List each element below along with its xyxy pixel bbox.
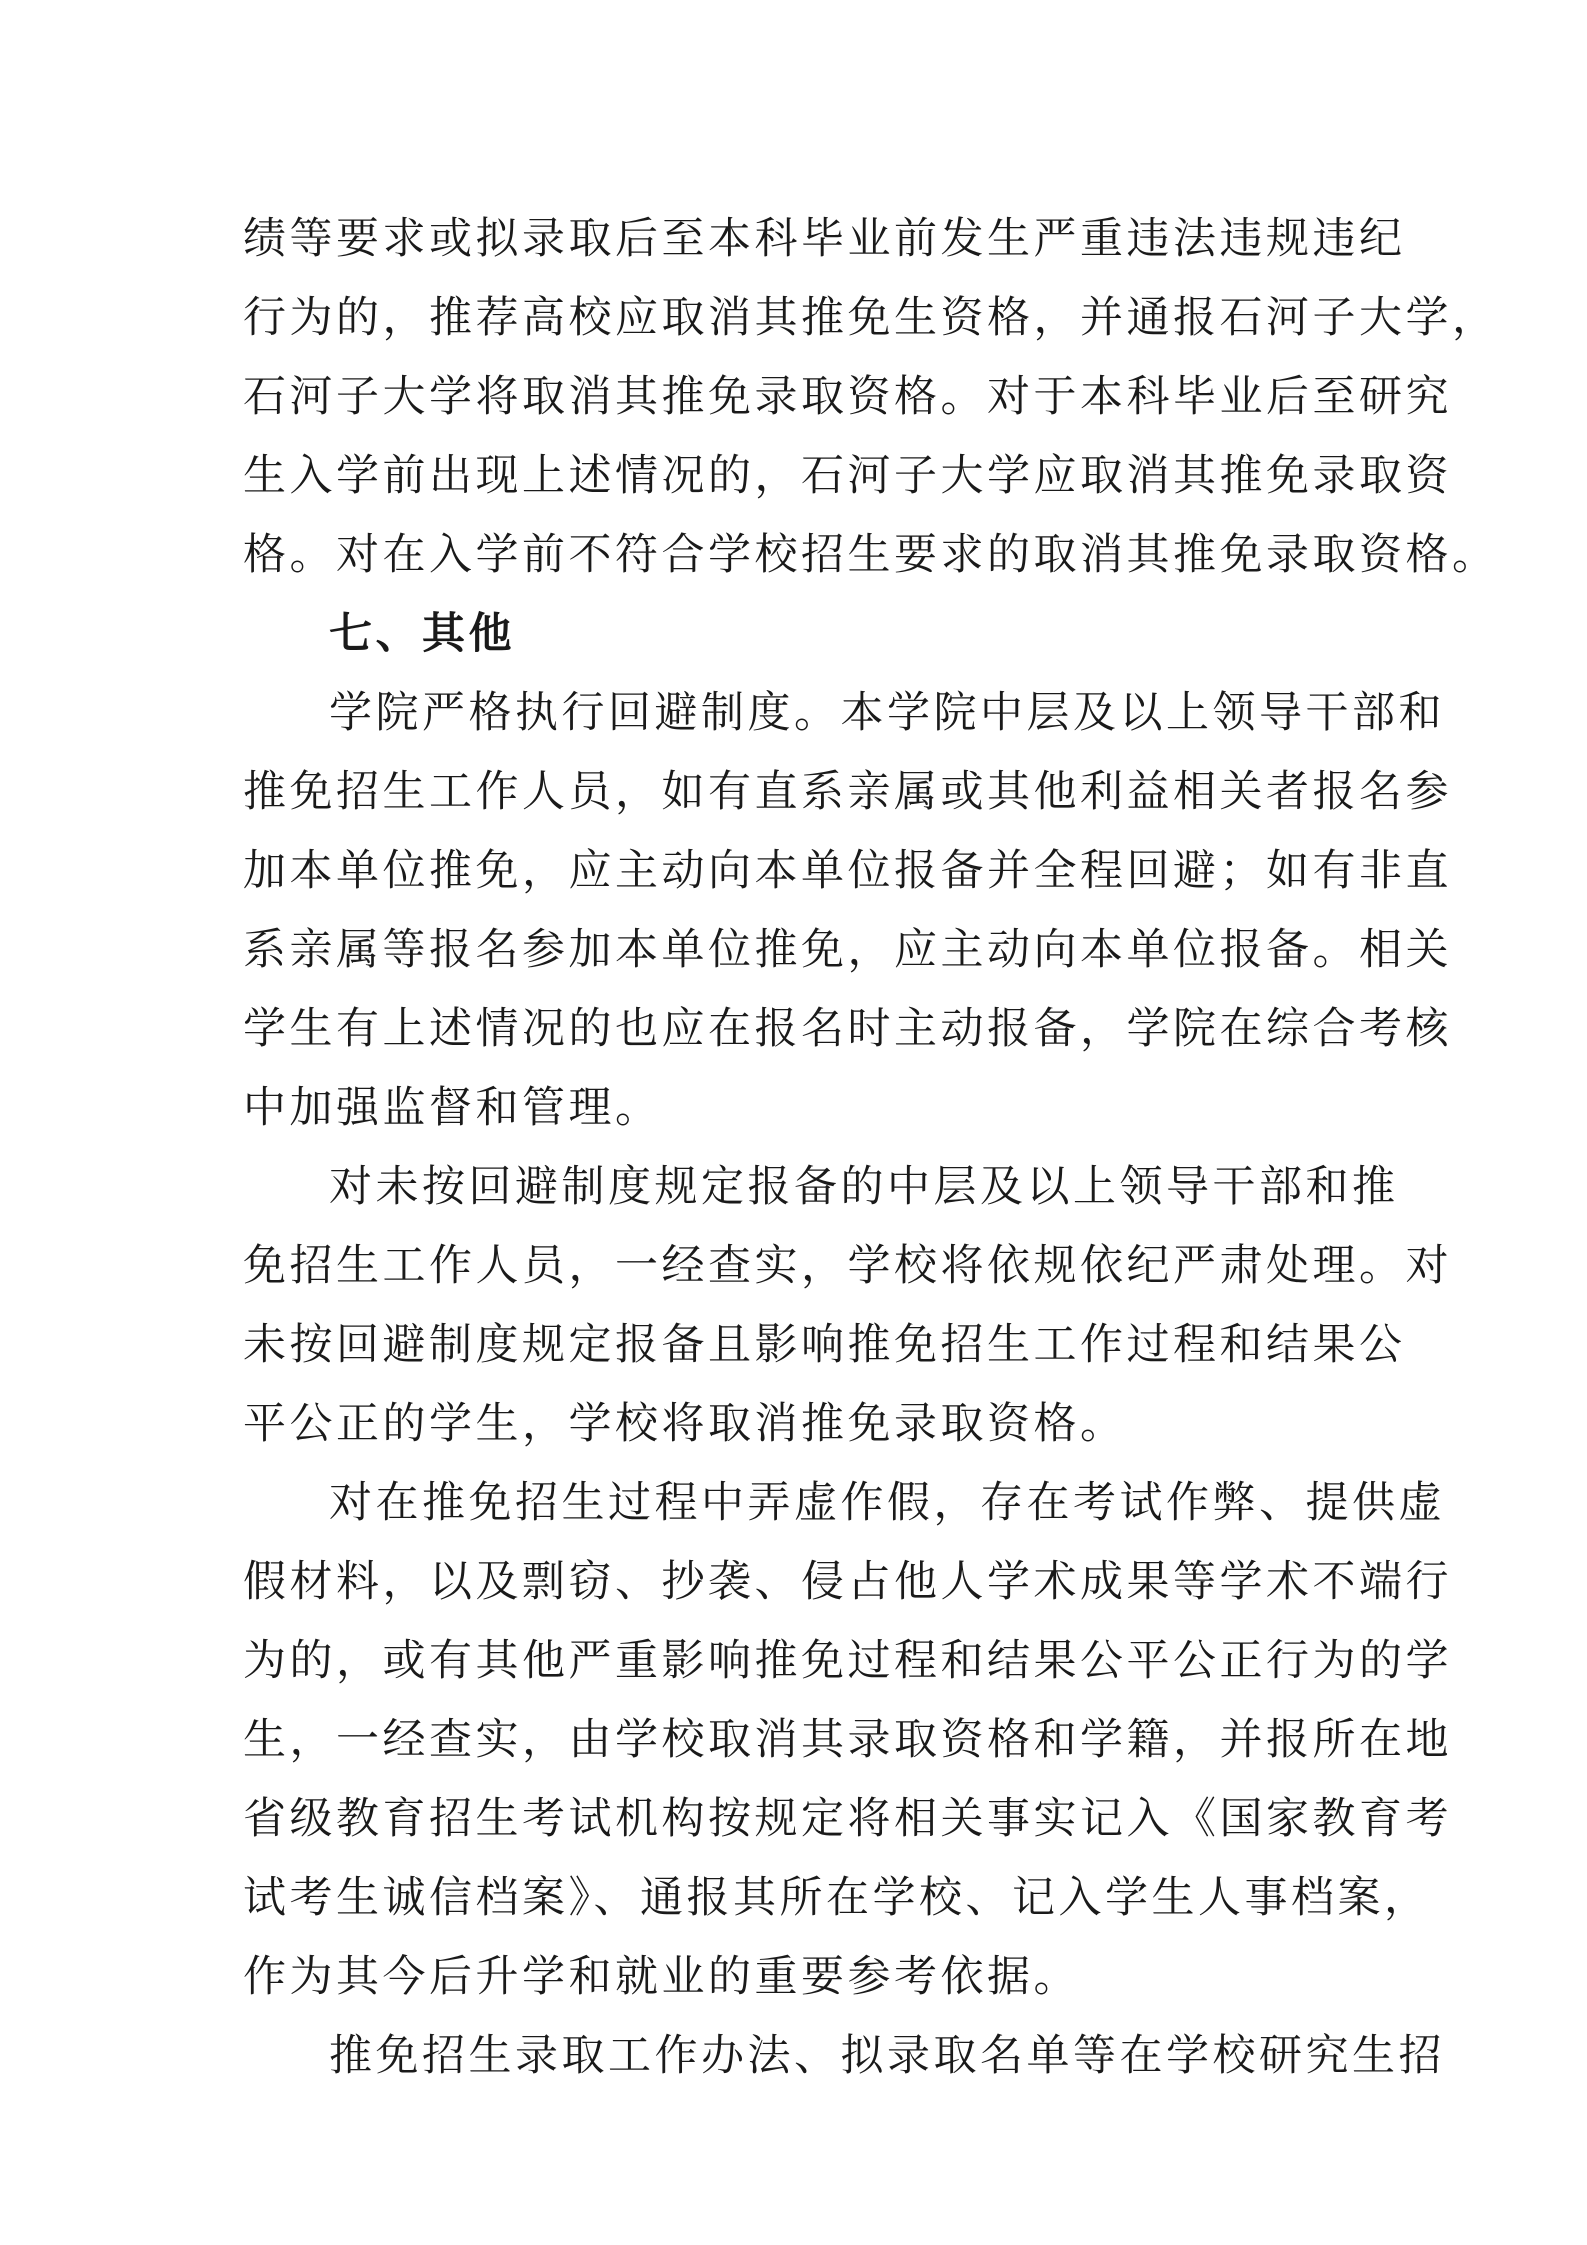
text-line: 中加强监督和管理。 bbox=[243, 1083, 662, 1133]
text-line: 生，一经查实，由学校取消其录取资格和学籍，并报所在地 bbox=[243, 1715, 1452, 1765]
text-line: 格。对在入学前不符合学校招生要求的取消其推免录取资格。 bbox=[243, 530, 1499, 580]
paragraph-publication bbox=[243, 2017, 1445, 2096]
text-line: 作为其今后升学和就业的重要参考依据。 bbox=[243, 1952, 1080, 2002]
text-line: 系亲属等报名参加本单位推免，应主动向本单位报备。相关 bbox=[243, 925, 1452, 975]
text-line: 对在推免招生过程中弄虚作假，存在考试作弊、提供虚 bbox=[329, 1478, 1445, 1528]
text-line: 生入学前出现上述情况的，石河子大学应取消其推免录取资 bbox=[243, 451, 1452, 501]
text-line: 石河子大学将取消其推免录取资格。对于本科毕业后至研究 bbox=[243, 372, 1452, 422]
text-line: 加本单位推免，应主动向本单位报备并全程回避；如有非直 bbox=[243, 846, 1452, 896]
text-line: 未按回避制度规定报备且影响推免招生工作过程和结果公 bbox=[243, 1320, 1406, 1370]
text-line: 试考生诚信档案》、通报其所在学校、记入学生人事档案， bbox=[243, 1873, 1431, 1923]
text-line: 平公正的学生，学校将取消推免录取资格。 bbox=[243, 1399, 1127, 1449]
text-line: 假材料，以及剽窃、抄袭、侵占他人学术成果等学术不端行 bbox=[243, 1557, 1452, 1607]
text-line: 绩等要求或拟录取后至本科毕业前发生严重违法违规违纪 bbox=[243, 214, 1406, 264]
text-line: 学生有上述情况的也应在报名时主动报备，学院在综合考核 bbox=[243, 1004, 1452, 1054]
paragraph-recusal-violation bbox=[243, 1148, 1452, 1464]
text-line: 省级教育招生考试机构按规定将相关事实记入《国家教育考 bbox=[243, 1794, 1452, 1844]
text-line: 推免招生工作人员，如有直系亲属或其他利益相关者报名参 bbox=[243, 767, 1452, 817]
text-line: 对未按回避制度规定报备的中层及以上领导干部和推 bbox=[329, 1162, 1399, 1212]
paragraph-continued-qualification bbox=[243, 200, 1499, 595]
text-line: 免招生工作人员，一经查实，学校将依规依纪严肃处理。对 bbox=[243, 1241, 1452, 1291]
text-line: 学院严格执行回避制度。本学院中层及以上领导干部和 bbox=[329, 688, 1445, 738]
text-line: 为的，或有其他严重影响推免过程和结果公平公正行为的学 bbox=[243, 1636, 1452, 1686]
text-line: 行为的，推荐高校应取消其推免生资格，并通报石河子大学， bbox=[243, 293, 1499, 343]
paragraph-recusal-system bbox=[243, 674, 1452, 1148]
document-body bbox=[243, 200, 1499, 2096]
paragraph-academic-misconduct bbox=[243, 1464, 1452, 2017]
section-heading-other: 七、其他 bbox=[329, 609, 515, 659]
text-line: 推免招生录取工作办法、拟录取名单等在学校研究生招 bbox=[329, 2031, 1445, 2081]
